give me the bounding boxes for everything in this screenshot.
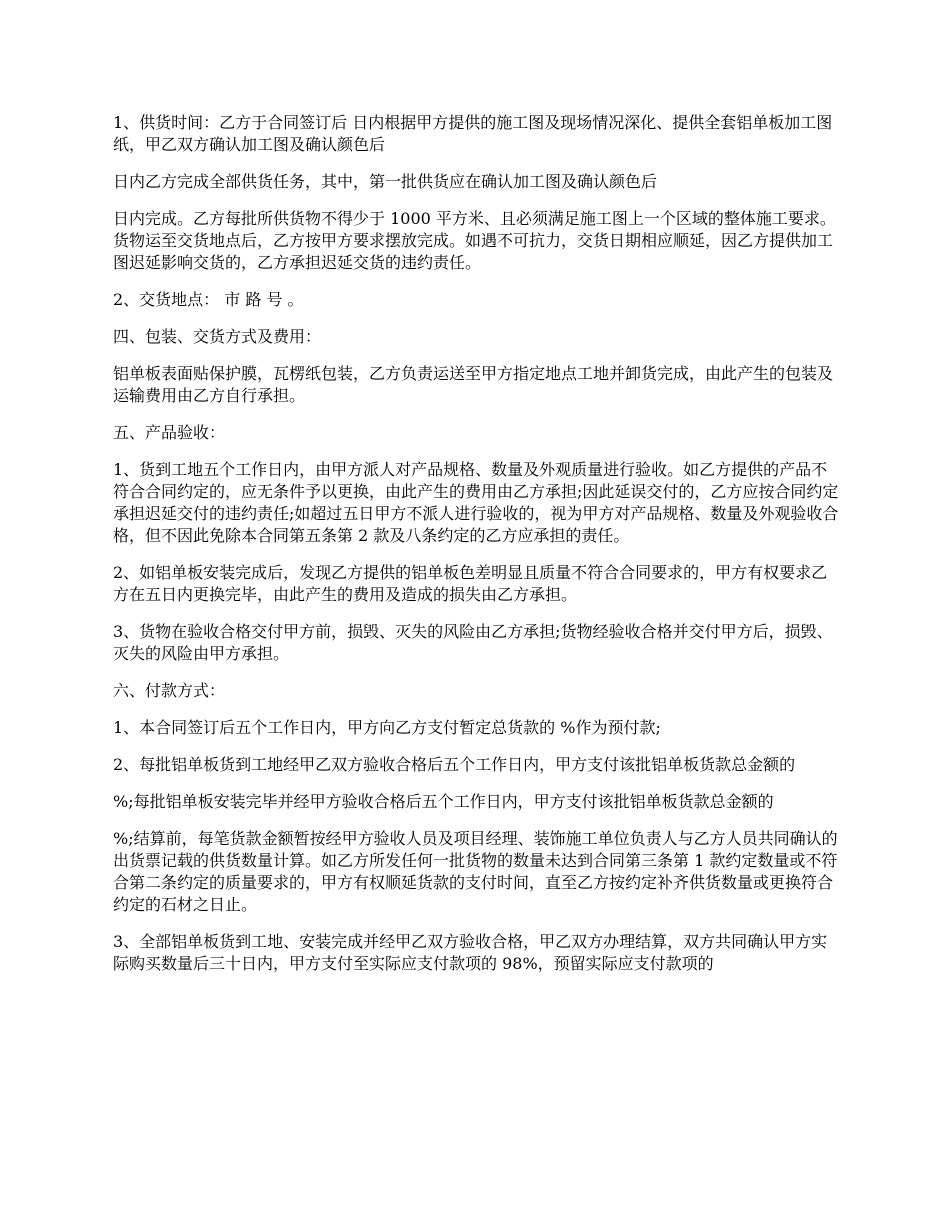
paragraph-delivery-location: 2、交货地点： 市 路 号 。: [113, 290, 304, 309]
paragraph-payment-settlement: %;结算前，每笔货款金额暂按经甲方验收人员及项目经理、装饰施工单位负责人与乙方人员共同确认的出货票记载的供货数量计算。如乙方所发任何一批货物的数量未达到合同第三条第 1 款约定数量或不符合第二条约定的质量要求的，甲方有权顺延货款的支付时间，直至乙方按约定补齐供货数量或更换符合约定的石材之日止。: [113, 829, 838, 914]
paragraph-packaging: 铝单板表面贴保护膜，瓦楞纸包装，乙方负责运送至甲方指定地点工地并卸货完成，由此产生的包装及运输费用由乙方自行承担。: [113, 364, 834, 405]
section-heading-payment: 六、付款方式：: [113, 681, 226, 700]
section-heading-packaging: 四、包装、交货方式及费用：: [113, 327, 322, 346]
paragraph-acceptance-2: 2、如铝单板安装完成后，发现乙方提供的铝单板色差明显且质量不符合合同要求的，甲方有权要求乙方在五日内更换完毕，由此产生的费用及造成的损失由乙方承担。: [113, 563, 828, 604]
paragraph-payment-2-continued: %;每批铝单板安装完毕并经甲方验收合格后五个工作日内，甲方支付该批铝单板货款总金额的: [113, 792, 774, 811]
paragraph-acceptance-3: 3、货物在验收合格交付甲方前，损毁、灭失的风险由乙方承担;货物经验收合格并交付甲方后，损毁、灭失的风险由甲方承担。: [113, 622, 833, 663]
paragraph-payment-1: 1、本合同签订后五个工作日内，甲方向乙方支付暂定总货款的 %作为预付款;: [113, 718, 661, 737]
paragraph-payment-2: 2、每批铝单板货到工地经甲乙双方验收合格后五个工作日内，甲方支付该批铝单板货款总金额的: [113, 755, 796, 774]
paragraph-acceptance-1: 1、货到工地五个工作日内，由甲方派人对产品规格、数量及外观质量进行验收。如乙方提供的产品不符合合同约定的，应无条件予以更换，由此产生的费用由乙方承担;因此延误交付的，乙方应按合同约定承担迟延交付的违约责任;如超过五日甲方不派人进行验收的，视为甲方对产品规格、数量及外观验收合格，但不因此免除本合同第五条第 2 款及八条约定的乙方应承担的责任。: [113, 460, 839, 545]
paragraph-delivery-requirements: 日内完成。乙方每批所供货物不得少于 1000 平方米、且必须满足施工图上一个区域的整体施工要求。货物运至交货地点后，乙方按甲方要求摆放完成。如遇不可抗力，交货日期相应顺延，因乙方提供加工图迟延影响交货的，乙方承担迟延交货的违约责任。: [113, 209, 836, 272]
section-heading-acceptance: 五、产品验收：: [113, 423, 226, 442]
paragraph-supply-completion: 日内乙方完成全部供货任务，其中，第一批供货应在确认加工图及确认颜色后: [113, 172, 658, 191]
paragraph-supply-time: 1、供货时间：乙方于合同签订后 日内根据甲方提供的施工图及现场情况深化、提供全套铝单板加工图纸，甲乙双方确认加工图及确认颜色后: [113, 113, 833, 154]
paragraph-payment-3: 3、全部铝单板货到工地、安装完成并经甲乙双方验收合格，甲乙双方办理结算，双方共同确认甲方实际购买数量后三十日内，甲方支付至实际应支付款项的 98%，预留实际应支付款项的: [113, 932, 828, 973]
